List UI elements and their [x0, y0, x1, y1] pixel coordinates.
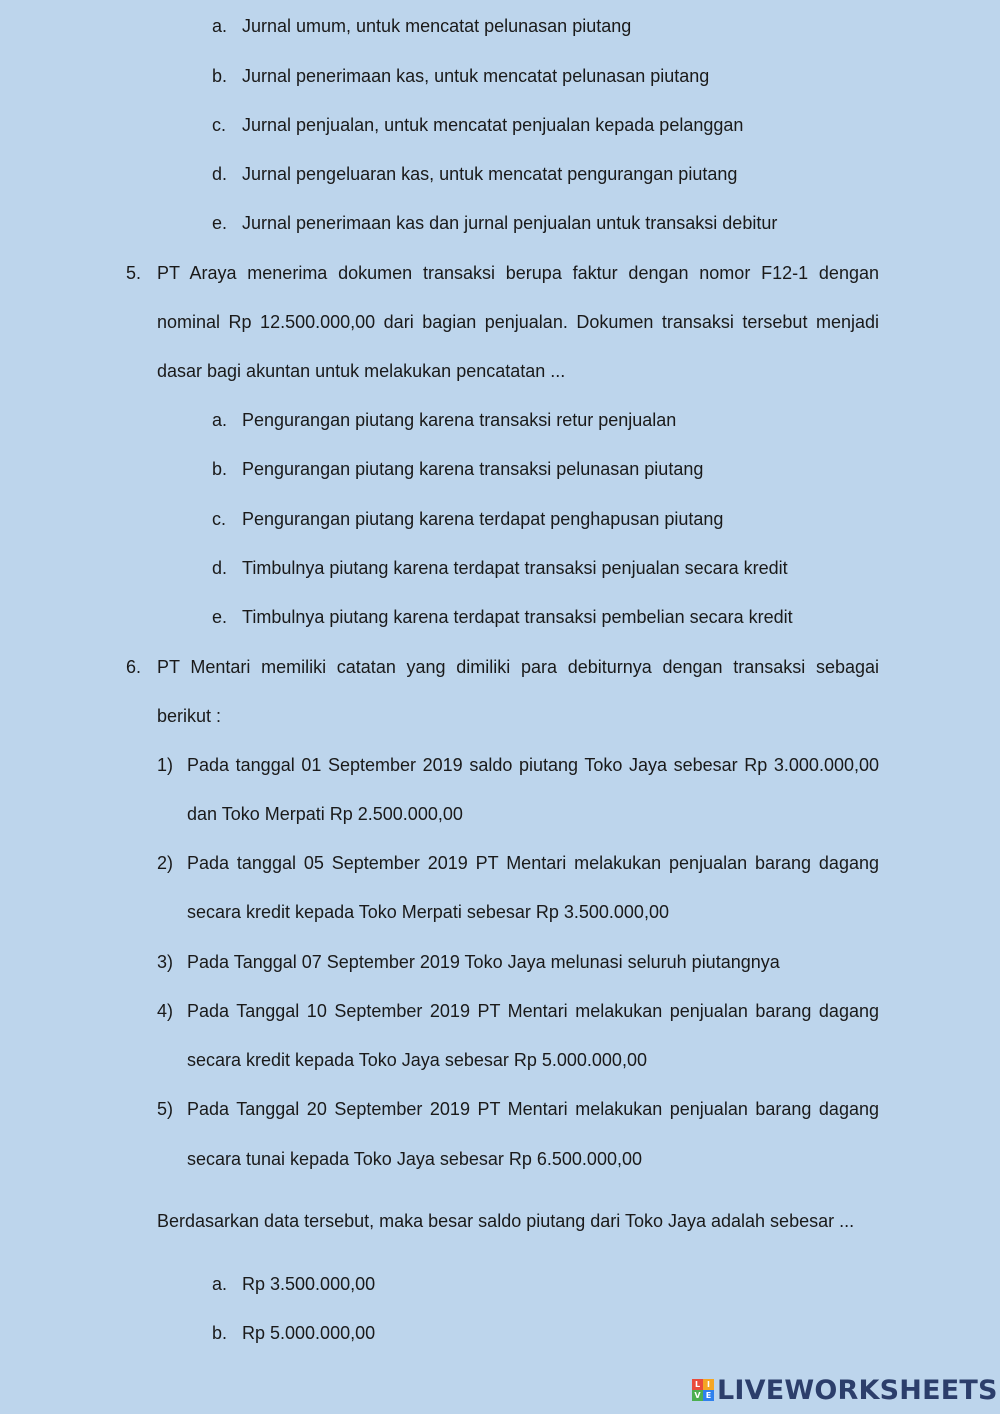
liveworksheets-logo: [692, 1372, 998, 1408]
option-label: b.: [212, 1323, 228, 1343]
option-text: Jurnal pengeluaran kas, untuk mencatat pengurangan piutang: [242, 164, 738, 184]
logo-mark-letter: V: [692, 1390, 703, 1401]
option-text: Jurnal umum, untuk mencatat pelunasan piutang: [242, 16, 632, 36]
q5-option-d: [212, 556, 788, 580]
q6-item-1-label: 1): [157, 755, 174, 775]
q5-text-line-1: PT Araya menerima dokumen transaksi berupa faktur dengan nomor F12-1 dengan: [157, 263, 879, 283]
option-text: Jurnal penerimaan kas, untuk mencatat pelunasan piutang: [242, 66, 710, 86]
option-label: e.: [212, 607, 228, 627]
q6-option-b: [212, 1321, 375, 1345]
q6-item-3-label: 3): [157, 952, 174, 972]
q5-text-line-3: dasar bagi akuntan untuk melakukan pencatatan ...: [157, 361, 566, 381]
option-label: b.: [212, 66, 228, 86]
option-label: d.: [212, 164, 228, 184]
option-text: Rp 5.000.000,00: [242, 1323, 376, 1343]
q6-text-line-1: PT Mentari memiliki catatan yang dimiliki para debiturnya dengan transaksi sebagai: [157, 657, 879, 677]
option-label: d.: [212, 558, 228, 578]
q6-item-4-line-1: Pada Tanggal 10 September 2019 PT Mentari melakukan penjualan barang dagang: [187, 1001, 879, 1021]
option-text: Pengurangan piutang karena terdapat penghapusan piutang: [242, 509, 724, 529]
q5-number: 5.: [126, 263, 142, 283]
q4-option-a: [212, 14, 631, 38]
option-label: b.: [212, 459, 228, 479]
q6-item-2-line-1: Pada tanggal 05 September 2019 PT Mentari melakukan penjualan barang dagang: [187, 853, 879, 873]
logo-mark-letter: E: [703, 1390, 714, 1401]
option-text: Rp 3.500.000,00: [242, 1274, 376, 1294]
liveworksheets-logo-icon: [692, 1379, 714, 1401]
q6-item-2-label: 2): [157, 853, 174, 873]
q5-option-a: [212, 408, 676, 432]
option-label: a.: [212, 410, 228, 430]
q4-option-e: [212, 211, 777, 235]
option-label: c.: [212, 509, 227, 529]
logo-mark-letter: I: [703, 1379, 714, 1390]
option-label: a.: [212, 16, 228, 36]
option-label: a.: [212, 1274, 228, 1294]
q5-option-c: [212, 507, 723, 531]
option-text: Jurnal penerimaan kas dan jurnal penjualan untuk transaksi debitur: [242, 213, 778, 233]
q6-item-5-line-1: Pada Tanggal 20 September 2019 PT Mentari melakukan penjualan barang dagang: [187, 1099, 879, 1119]
option-label: c.: [212, 115, 227, 135]
q6-number: 6.: [126, 657, 142, 677]
q6-item-5-label: 5): [157, 1099, 174, 1119]
q6-item-1-line-2: dan Toko Merpati Rp 2.500.000,00: [187, 804, 463, 824]
q6-item-5-line-2: secara tunai kepada Toko Jaya sebesar Rp 6.500.000,00: [187, 1149, 642, 1169]
q6-item-1-line-1: Pada tanggal 01 September 2019 saldo piutang Toko Jaya sebesar Rp 3.000.000,00: [187, 755, 879, 775]
q6-item-4-line-2: secara kredit kepada Toko Jaya sebesar Rp 5.000.000,00: [187, 1050, 647, 1070]
q6-item-3-line-1: Pada Tanggal 07 September 2019 Toko Jaya melunasi seluruh piutangnya: [187, 952, 780, 972]
option-label: e.: [212, 213, 228, 233]
q6-question: Berdasarkan data tersebut, maka besar saldo piutang dari Toko Jaya adalah sebesar ...: [157, 1211, 855, 1231]
q6-text-line-2: berikut :: [157, 706, 222, 726]
q6-option-a: [212, 1272, 375, 1296]
option-text: Pengurangan piutang karena transaksi retur penjualan: [242, 410, 677, 430]
q6-item-4-label: 4): [157, 1001, 174, 1021]
q4-option-b: [212, 64, 709, 88]
option-text: Timbulnya piutang karena terdapat transaksi penjualan secara kredit: [242, 558, 788, 578]
q5-option-b: [212, 457, 703, 481]
option-text: Pengurangan piutang karena transaksi pelunasan piutang: [242, 459, 704, 479]
q4-option-c: [212, 113, 743, 137]
option-text: Jurnal penjualan, untuk mencatat penjualan kepada pelanggan: [242, 115, 744, 135]
logo-wordmark: LIVEWORKSHEETS: [717, 1374, 998, 1406]
q4-option-d: [212, 162, 737, 186]
option-text: Timbulnya piutang karena terdapat transaksi pembelian secara kredit: [242, 607, 793, 627]
q6-item-2-line-2: secara kredit kepada Toko Merpati sebesar Rp 3.500.000,00: [187, 902, 669, 922]
q5-text-line-2: nominal Rp 12.500.000,00 dari bagian penjualan. Dokumen transaksi tersebut menjadi: [157, 312, 879, 332]
logo-mark-letter: L: [692, 1379, 703, 1390]
q5-option-e: [212, 605, 793, 629]
